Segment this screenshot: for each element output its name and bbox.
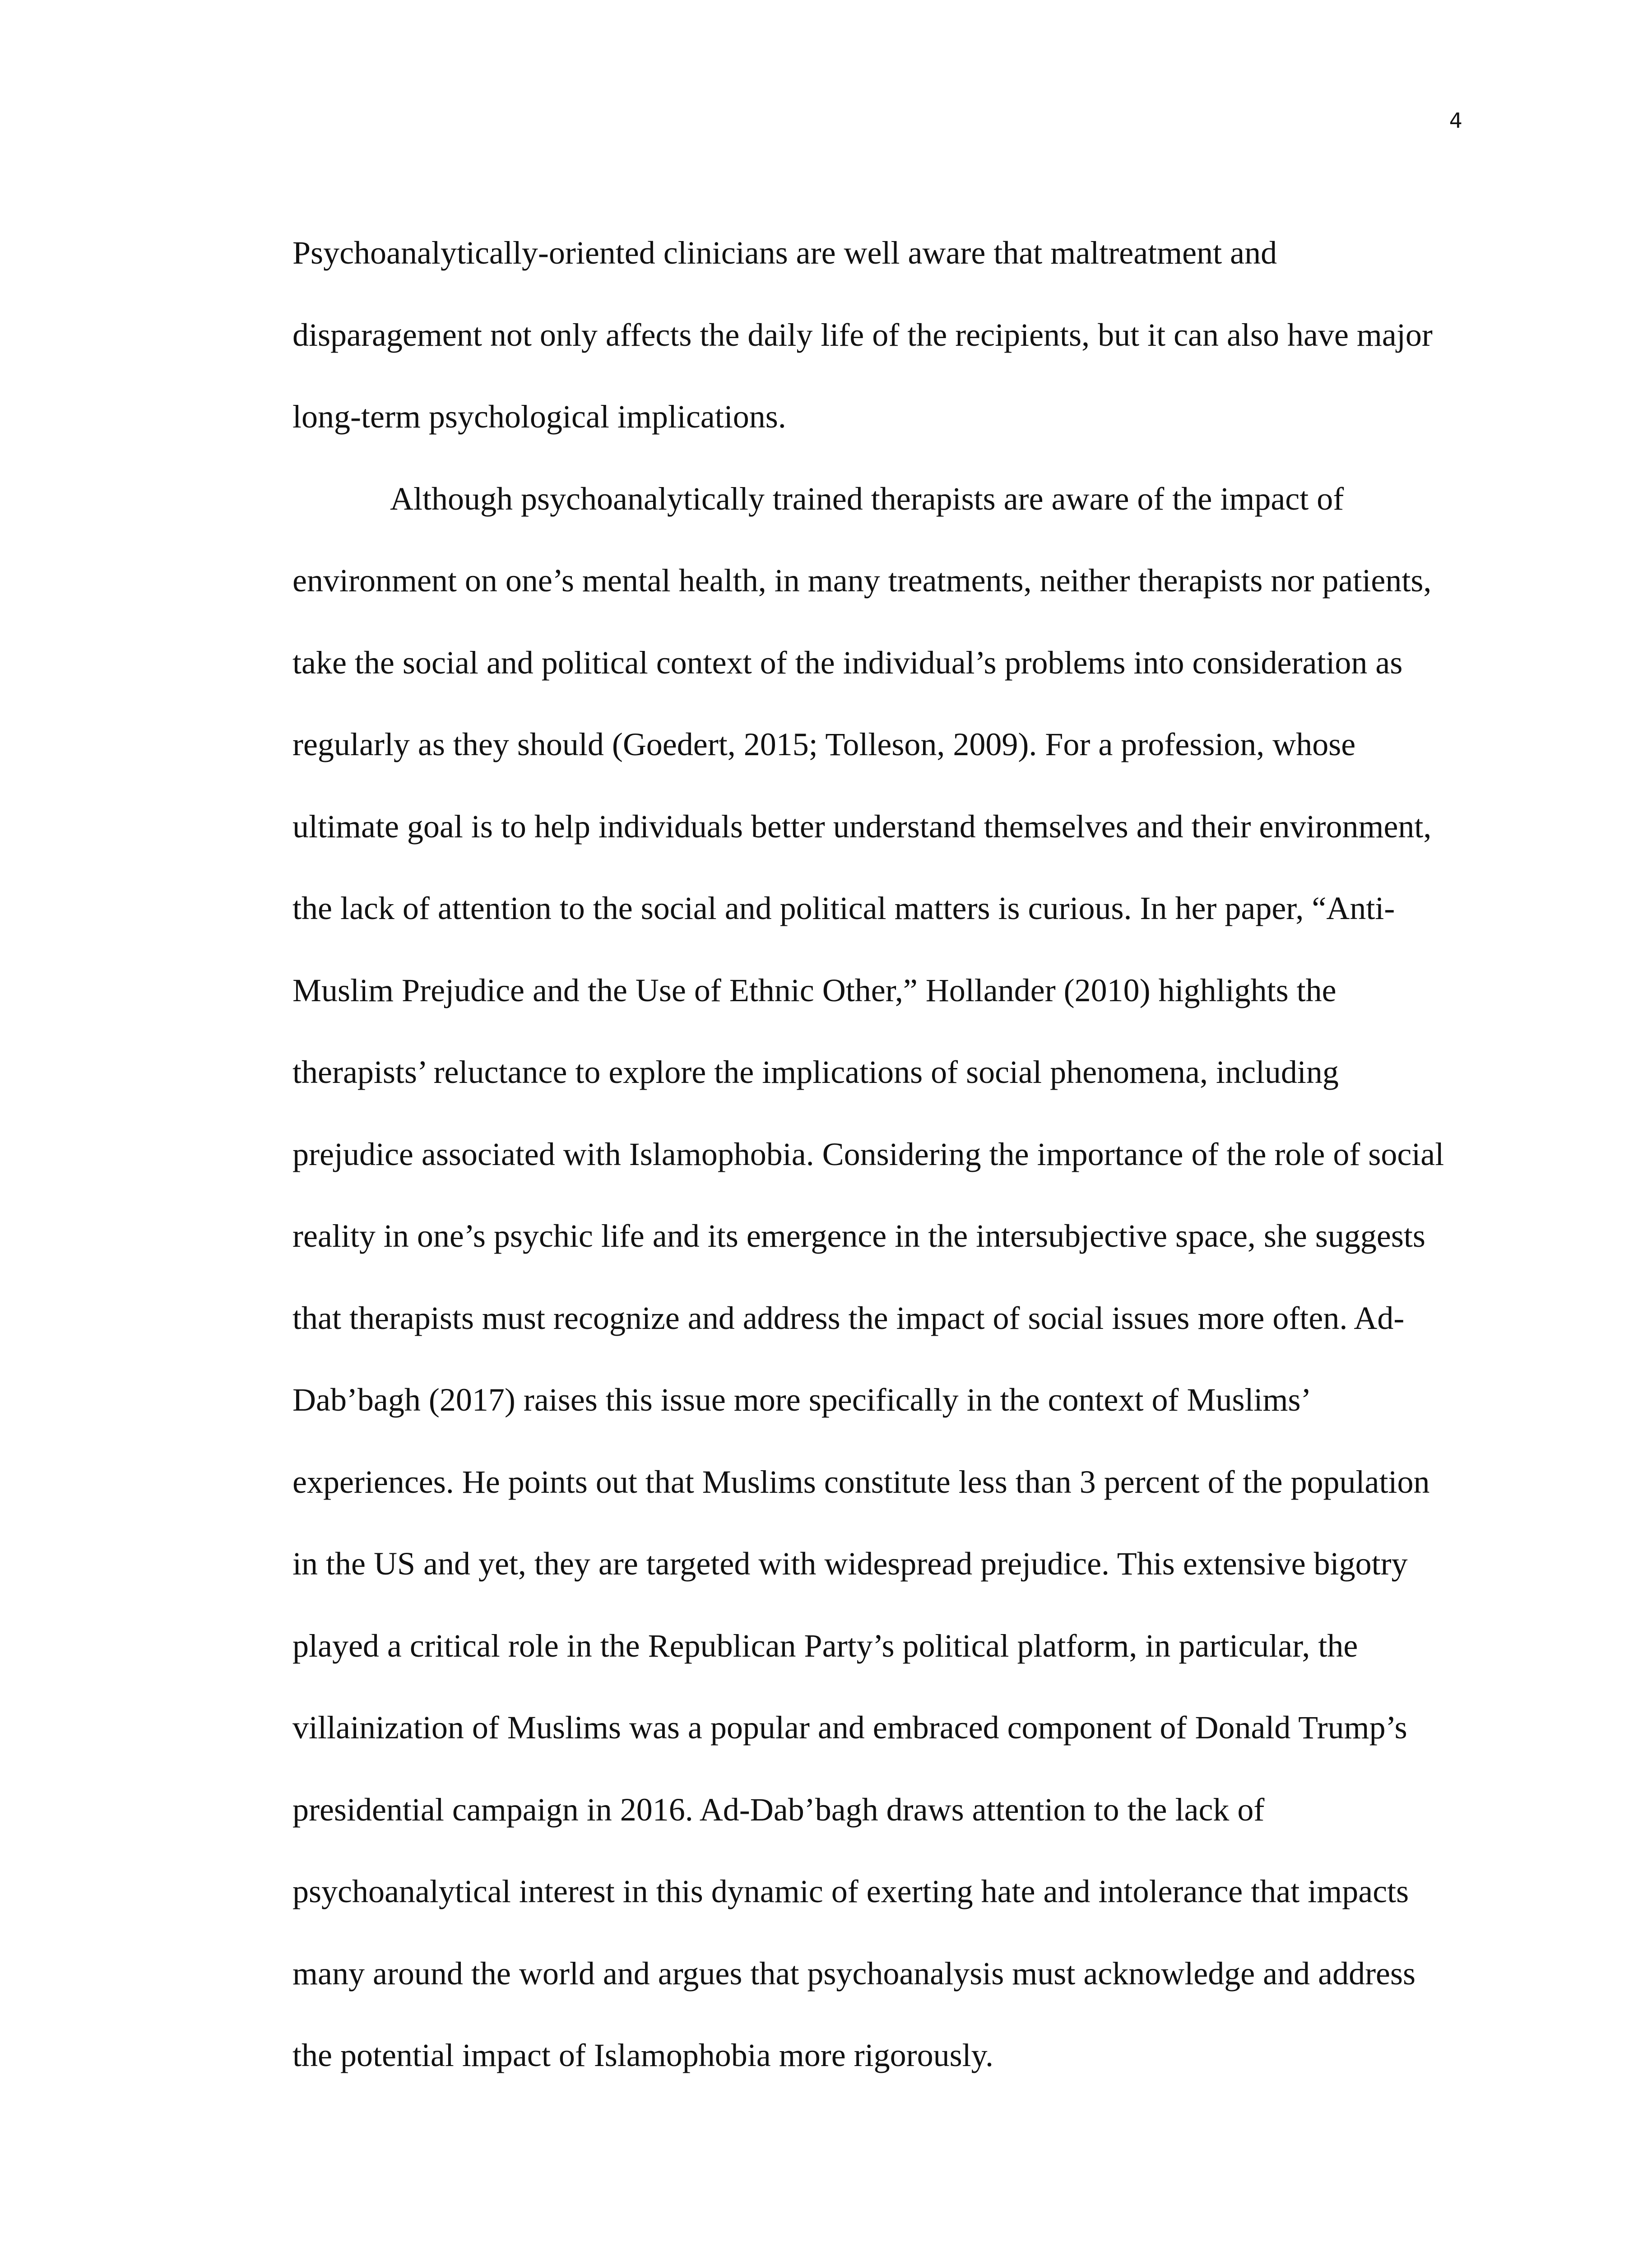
paragraph-1: [292, 212, 1457, 458]
text-line: experiences. He points out that Muslims constitute less than 3 percent of the population: [292, 1463, 1430, 1500]
text-line: in the US and yet, they are targeted with widespread prejudice. This extensive bigotry: [292, 1546, 1408, 1582]
text-line: many around the world and argues that psychoanalysis must acknowledge and address: [292, 1955, 1416, 1992]
text-line: regularly as they should (Goedert, 2015; Tolleson, 2009). For a profession, whose: [292, 726, 1356, 762]
text-line: Psychoanalytically-oriented clinicians are well aware that maltreatment and: [292, 235, 1277, 271]
body-text: [292, 212, 1457, 2097]
text-line: take the social and political context of the individual’s problems into consideration as: [292, 644, 1403, 681]
text-line: the lack of attention to the social and political matters is curious. In her paper, “Anti-: [292, 890, 1395, 926]
text-line: villainization of Muslims was a popular and embraced component of Donald Trump’s: [292, 1709, 1407, 1746]
text-line: Muslim Prejudice and the Use of Ethnic Other,” Hollander (2010) highlights the: [292, 972, 1336, 1008]
paragraph-2: [292, 458, 1457, 2097]
text-line: Dab’bagh (2017) raises this issue more specifically in the context of Muslims’: [292, 1382, 1312, 1418]
text-line: Although psychoanalytically trained therapists are aware of the impact of: [390, 480, 1344, 517]
text-line: reality in one’s psychic life and its emergence in the intersubjective space, she suggests: [292, 1218, 1425, 1254]
text-line: ultimate goal is to help individuals better understand themselves and their environment,: [292, 808, 1432, 845]
text-line: long-term psychological implications.: [292, 399, 786, 435]
text-line: disparagement not only affects the daily life of the recipients, but it can also have major: [292, 316, 1433, 353]
text-line: the potential impact of Islamophobia more rigorously.: [292, 2037, 993, 2073]
text-line: psychoanalytical interest in this dynamic of exerting hate and intolerance that impacts: [292, 1873, 1409, 1909]
text-line: presidential campaign in 2016. Ad-Dab’bagh draws attention to the lack of: [292, 1791, 1265, 1828]
page-number: 4: [1449, 108, 1462, 133]
text-line: environment on one’s mental health, in many treatments, neither therapists nor patients,: [292, 562, 1432, 599]
text-line: prejudice associated with Islamophobia. Considering the importance of the role of social: [292, 1136, 1444, 1172]
text-line: that therapists must recognize and address the impact of social issues more often. Ad-: [292, 1300, 1405, 1336]
text-line: therapists’ reluctance to explore the implications of social phenomena, including: [292, 1054, 1339, 1090]
text-line: played a critical role in the Republican Party’s political platform, in particular, the: [292, 1627, 1358, 1664]
